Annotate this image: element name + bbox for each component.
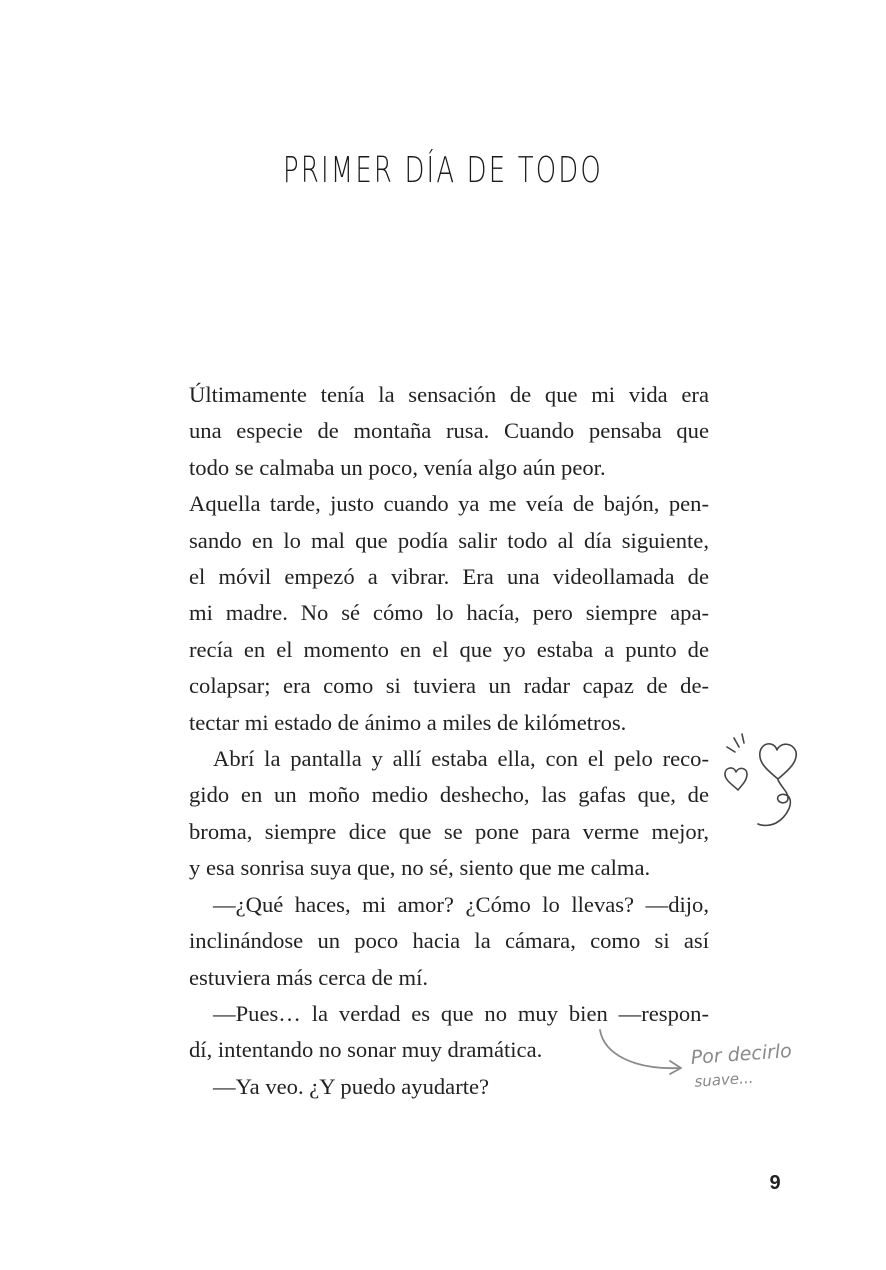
text-line: tectar mi estado de ánimo a miles de kilómetros. [189, 709, 627, 735]
hearts-doodle-icon [718, 730, 808, 830]
text-line: Últimamente tenía la sensación de que mi vida era [189, 382, 709, 407]
text-line: recía en el momento en el que yo estaba a punto de [189, 636, 709, 662]
text-line: y esa sonrisa suya que, no sé, siento que me calma. [189, 855, 651, 881]
text-line: —¿Qué haces, mi amor? ¿Cómo lo llevas? —dijo, [213, 891, 709, 917]
paragraph-1 [189, 377, 709, 741]
text-line: mi madre. No sé cómo lo hacía, pero siempre apa- [189, 600, 709, 626]
text-line: gido en un moño medio deshecho, las gafas que, de [189, 782, 709, 808]
margin-note-line: Por decirlo [690, 1039, 793, 1069]
text-line: —Ya veo. ¿Y puedo ayudarte? [213, 1073, 490, 1099]
body-text [189, 377, 709, 1105]
chapter-title: PRIMER DÍA DE TODO [283, 150, 603, 191]
paragraph-2 [189, 741, 709, 887]
text-line: el móvil empezó a vibrar. Era una videollamada de [189, 564, 709, 590]
text-line: una especie de montaña rusa. Cuando pensaba que [189, 418, 709, 444]
text-line: dí, intentando no sonar muy dramática. [189, 1037, 543, 1063]
text-line: Aquella tarde, justo cuando ya me veía de bajón, pen- [189, 491, 709, 517]
text-line: estuviera más cerca de mí. [189, 964, 428, 990]
text-line: inclinándose un poco hacia la cámara, como si así [189, 928, 709, 954]
curved-arrow-icon [594, 1024, 694, 1084]
paragraph-3 [189, 887, 709, 996]
margin-note-line: suave... [693, 1068, 754, 1091]
text-line: todo se calmaba un poco, venía algo aún peor. [189, 454, 606, 480]
text-line: —Pues… la verdad es que no muy bien —respon- [213, 1000, 709, 1026]
page-number: 9 [769, 1172, 781, 1194]
text-line: broma, siempre dice que se pone para verme mejor, [189, 818, 709, 844]
margin-note [690, 1039, 794, 1094]
text-line: colapsar; era como si tuviera un radar capaz de de- [189, 673, 709, 699]
text-line: Abrí la pantalla y allí estaba ella, con el pelo reco- [213, 746, 709, 772]
text-line: sando en lo mal que podía salir todo al día siguiente, [189, 527, 709, 553]
